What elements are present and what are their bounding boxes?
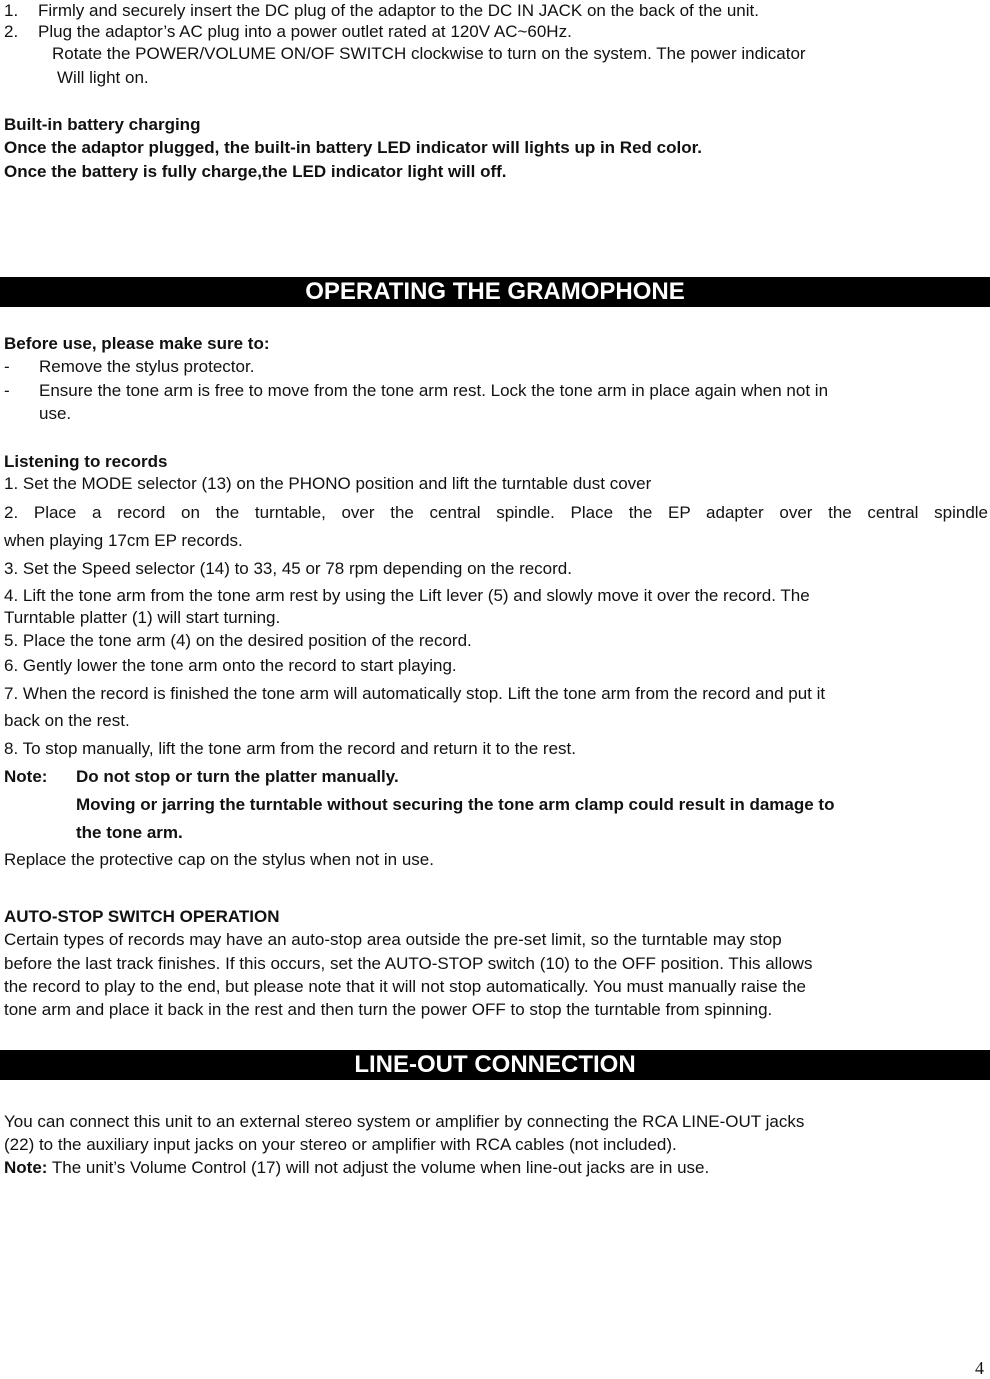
operating-section-banner: OPERATING THE GRAMOPHONE [0,277,990,307]
before-use-heading: Before use, please make sure to: [4,334,270,353]
setup-item-2 [4,21,990,43]
listening-step-5: 5. Place the tone arm (4) on the desired position of the record. [4,631,472,650]
page-number: 4 [975,1358,984,1378]
lineout-note-text: The unit’s Volume Control (17) will not adjust the volume when line-out jacks are in use. [51,1158,710,1177]
note-block [4,766,990,788]
listening-heading: Listening to records [4,452,168,471]
listening-step-4: 4. Lift the tone arm from the tone arm rest by using the Lift lever (5) and slowly move it over the record. The [4,586,810,605]
note-line-3: the tone arm. [76,823,183,842]
bullet-text: Ensure the tone arm is free to move from the tone arm rest. Lock the tone arm in place again when not in [39,381,829,400]
listening-step-4-continuation: Turntable platter (1) will start turning. [4,608,281,627]
replace-cap-text: Replace the protective cap on the stylus when not in use. [4,850,434,869]
bullet-dash: - [4,381,10,400]
bullet-text: Remove the stylus protector. [39,357,255,376]
setup-item-2-number: 2. [4,22,19,41]
autostop-line-4: tone arm and place it back in the rest and then turn the power OFF to stop the turntable from spinning. [4,1000,773,1019]
autostop-line-1: Certain types of records may have an auto-stop area outside the pre-set limit, so the turntable may stop [4,930,782,949]
listening-step-7: 7. When the record is finished the tone arm will automatically stop. Lift the tone arm from the record and put it [4,684,826,703]
listening-step-2-continuation: when playing 17cm EP records. [4,531,243,550]
setup-item-1 [4,0,990,22]
autostop-line-2: before the last track finishes. If this occurs, set the AUTO-STOP switch (10) to the OFF position. This allows [4,954,813,973]
setup-item-1-number: 1. [4,1,19,20]
listening-step-6: 6. Gently lower the tone arm onto the record to start playing. [4,656,457,675]
lineout-note [4,1157,990,1179]
lineout-section-banner: LINE-OUT CONNECTION [0,1050,990,1080]
note-line-1: Do not stop or turn the platter manually. [76,767,399,786]
note-line-2: Moving or jarring the turntable without securing the tone arm clamp could result in damage to [76,795,835,814]
battery-heading: Built-in battery charging [4,115,201,134]
lineout-line-2: (22) to the auxiliary input jacks on your stereo or amplifier with RCA cables (not included). [4,1135,677,1154]
note-label: Note: [4,767,48,786]
setup-item-2-continuation-1: Rotate the POWER/VOLUME ON/OF SWITCH clockwise to turn on the system. The power indicator [52,44,806,63]
battery-line-2: Once the battery is fully charge,the LED indicator light will off. [4,162,507,181]
lineout-note-label: Note: [4,1158,48,1177]
battery-line-1: Once the adaptor plugged, the built-in battery LED indicator will lights up in Red color. [4,138,702,157]
listening-step-7-continuation: back on the rest. [4,711,130,730]
listening-step-3: 3. Set the Speed selector (14) to 33, 45 or 78 rpm depending on the record. [4,559,572,578]
bullet-tone-arm-free-continuation: use. [39,404,72,423]
listening-step-8: 8. To stop manually, lift the tone arm from the record and return it to the rest. [4,739,576,758]
bullet-remove-protector [4,356,990,378]
bullet-tone-arm-free [4,380,990,402]
setup-item-1-text: Firmly and securely insert the DC plug of the adaptor to the DC IN JACK on the back of the unit. [38,1,759,20]
lineout-line-1: You can connect this unit to an external stereo system or amplifier by connecting the RCA LINE-OUT jacks [4,1112,805,1131]
autostop-heading: AUTO-STOP SWITCH OPERATION [4,907,280,926]
setup-item-2-continuation-2: Will light on. [57,68,149,87]
listening-step-2: 2. Place a record on the turntable, over the central spindle. Place the EP adapter over the central spindle [4,503,988,522]
bullet-dash: - [4,357,10,376]
setup-item-2-text: Plug the adaptor’s AC plug into a power outlet rated at 120V AC~60Hz. [38,22,572,41]
autostop-line-3: the record to play to the end, but please note that it will not stop automatically. You must manually raise the [4,977,806,996]
listening-step-1: 1. Set the MODE selector (13) on the PHONO position and lift the turntable dust cover [4,474,652,493]
